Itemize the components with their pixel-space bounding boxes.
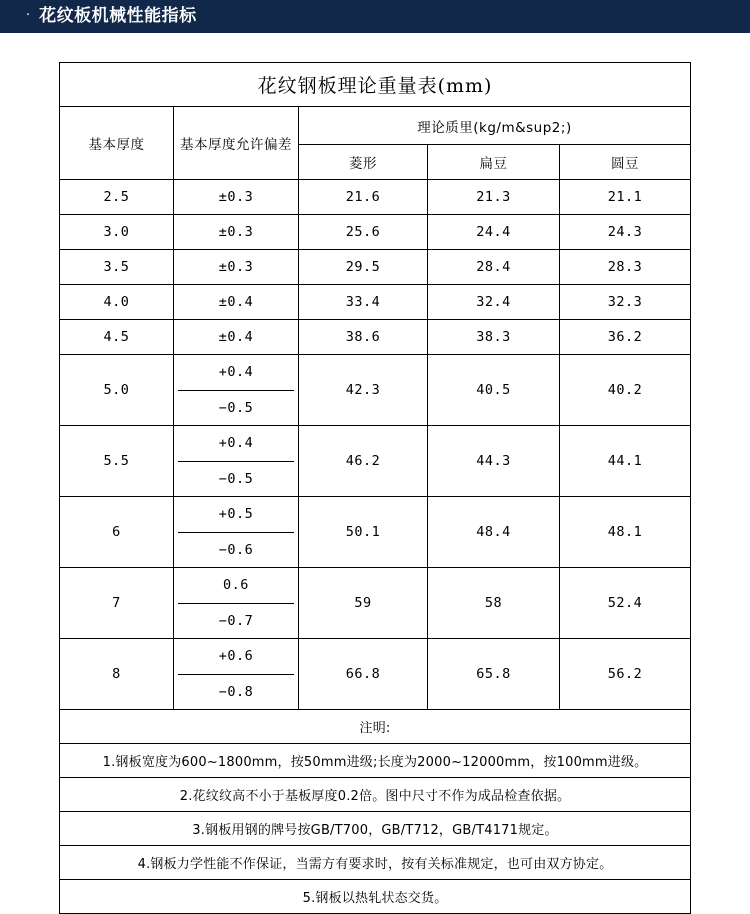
cell-mass-diamond: 21.6 — [299, 180, 428, 215]
note-item: 2.花纹纹高不小于基板厚度0.2倍。图中尺寸不作为成品检查依据。 — [60, 778, 691, 812]
cell-thickness: 3.5 — [60, 250, 174, 285]
cell-tolerance-lower: −0.6 — [218, 541, 254, 558]
table-title: 花纹钢板理论重量表(mm) — [60, 63, 691, 107]
cell-mass-diamond: 33.4 — [299, 285, 428, 320]
cell-tolerance-upper: +0.4 — [178, 426, 294, 462]
cell-tolerance-lower: −0.7 — [218, 612, 254, 629]
page-header — [0, 0, 750, 33]
page-title: 花纹板机械性能指标 — [39, 6, 197, 26]
cell-mass-round: 21.1 — [560, 180, 691, 215]
cell-thickness: 6 — [60, 497, 174, 568]
cell-mass-diamond: 25.6 — [299, 215, 428, 250]
column-header-tolerance: 基本厚度允许偏差 — [174, 107, 299, 180]
table-row — [60, 180, 691, 215]
cell-mass-round: 24.3 — [560, 215, 691, 250]
cell-tolerance-lower: −0.8 — [218, 683, 254, 700]
cell-mass-round: 32.3 — [560, 285, 691, 320]
cell-mass-lentil: 32.4 — [428, 285, 560, 320]
cell-tolerance: ±0.3 — [174, 215, 299, 250]
cell-mass-round: 28.3 — [560, 250, 691, 285]
cell-thickness: 3.0 — [60, 215, 174, 250]
column-header-mass-group: 理论质里(kg/m&sup2;) — [299, 107, 691, 145]
cell-thickness: 7 — [60, 568, 174, 639]
table-row — [60, 250, 691, 285]
cell-tolerance: ±0.3 — [174, 250, 299, 285]
cell-thickness: 8 — [60, 639, 174, 710]
table-area — [0, 33, 750, 906]
cell-tolerance-upper: +0.5 — [178, 497, 294, 533]
note-item: 3.钢板用钢的牌号按GB/T700，GB/T712，GB/T4171规定。 — [60, 812, 691, 846]
cell-tolerance: ±0.3 — [174, 180, 299, 215]
table-row — [60, 355, 691, 426]
note-row — [60, 880, 691, 914]
cell-tolerance-upper: +0.6 — [178, 639, 294, 675]
table-row — [60, 426, 691, 497]
cell-mass-lentil: 44.3 — [428, 426, 560, 497]
notes-heading: 注明: — [60, 710, 691, 744]
note-item: 1.钢板宽度为600~1800mm，按50mm进级;长度为2000~12000mm，按100mm进级。 — [60, 744, 691, 778]
bullet-icon: · — [26, 8, 31, 23]
cell-thickness: 2.5 — [60, 180, 174, 215]
table-row — [60, 639, 691, 710]
cell-mass-diamond: 59 — [299, 568, 428, 639]
cell-mass-round: 56.2 — [560, 639, 691, 710]
cell-tolerance-split — [174, 568, 299, 639]
cell-tolerance-split — [174, 497, 299, 568]
cell-tolerance: ±0.4 — [174, 320, 299, 355]
column-header-thickness: 基本厚度 — [60, 107, 174, 180]
cell-mass-round: 44.1 — [560, 426, 691, 497]
cell-mass-diamond: 66.8 — [299, 639, 428, 710]
cell-tolerance-split — [174, 355, 299, 426]
table-row — [60, 285, 691, 320]
note-row — [60, 778, 691, 812]
cell-tolerance-split — [174, 639, 299, 710]
cell-mass-round: 36.2 — [560, 320, 691, 355]
cell-mass-lentil: 65.8 — [428, 639, 560, 710]
column-header-pattern-lentil: 扁豆 — [428, 145, 560, 180]
table-title-row — [60, 63, 691, 107]
cell-tolerance-upper: 0.6 — [178, 568, 294, 604]
cell-mass-lentil: 48.4 — [428, 497, 560, 568]
column-header-pattern-round: 圆豆 — [560, 145, 691, 180]
notes-heading-row — [60, 710, 691, 744]
cell-mass-lentil: 24.4 — [428, 215, 560, 250]
cell-mass-diamond: 50.1 — [299, 497, 428, 568]
table-row — [60, 215, 691, 250]
cell-mass-round: 52.4 — [560, 568, 691, 639]
cell-mass-lentil: 28.4 — [428, 250, 560, 285]
cell-thickness: 5.0 — [60, 355, 174, 426]
cell-mass-round: 48.1 — [560, 497, 691, 568]
table-row — [60, 568, 691, 639]
steel-plate-spec-table — [59, 62, 691, 914]
cell-thickness: 5.5 — [60, 426, 174, 497]
note-row — [60, 846, 691, 880]
cell-tolerance-lower: −0.5 — [218, 399, 254, 416]
table-header-row-1 — [60, 107, 691, 145]
note-item: 4.钢板力学性能不作保证，当需方有要求时，按有关标准规定，也可由双方协定。 — [60, 846, 691, 880]
note-item: 5.钢板以热轧状态交货。 — [60, 880, 691, 914]
cell-mass-round: 40.2 — [560, 355, 691, 426]
cell-thickness: 4.5 — [60, 320, 174, 355]
cell-mass-lentil: 40.5 — [428, 355, 560, 426]
note-row — [60, 812, 691, 846]
table-row — [60, 320, 691, 355]
cell-thickness: 4.0 — [60, 285, 174, 320]
cell-mass-diamond: 42.3 — [299, 355, 428, 426]
cell-mass-diamond: 38.6 — [299, 320, 428, 355]
cell-tolerance: ±0.4 — [174, 285, 299, 320]
column-header-pattern-diamond: 菱形 — [299, 145, 428, 180]
cell-mass-lentil: 21.3 — [428, 180, 560, 215]
table-row — [60, 497, 691, 568]
cell-tolerance-split — [174, 426, 299, 497]
cell-mass-diamond: 29.5 — [299, 250, 428, 285]
cell-mass-diamond: 46.2 — [299, 426, 428, 497]
cell-tolerance-lower: −0.5 — [218, 470, 254, 487]
cell-mass-lentil: 38.3 — [428, 320, 560, 355]
cell-mass-lentil: 58 — [428, 568, 560, 639]
cell-tolerance-upper: +0.4 — [178, 355, 294, 391]
note-row — [60, 744, 691, 778]
